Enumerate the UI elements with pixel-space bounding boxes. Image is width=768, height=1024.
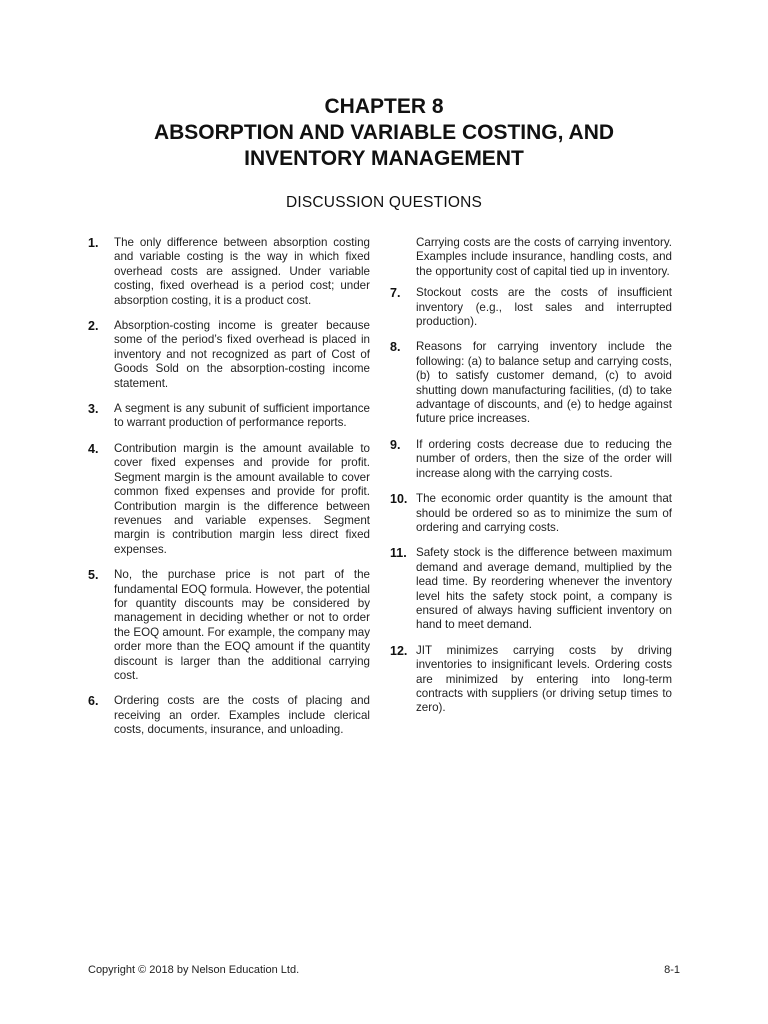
- question-item: [88, 236, 370, 308]
- question-item: [390, 644, 672, 716]
- question-item: [390, 286, 672, 329]
- question-item: [88, 442, 370, 557]
- question-number: 10.: [390, 492, 408, 507]
- question-text: Safety stock is the difference between maximum demand and average demand, multiplied by the lead time. By reordering whenever the inventory level hits the safety stock point, a company is ensured of always having sufficient inventory on hand to meet demand.: [416, 546, 672, 632]
- question-text: Stockout costs are the costs of insufficient inventory (e.g., lost sales and interrupted production).: [416, 286, 672, 329]
- chapter-title-line-1: ABSORPTION AND VARIABLE COSTING, AND: [153, 121, 615, 144]
- question-item: [390, 546, 672, 632]
- question-number: 7.: [390, 286, 401, 301]
- question-text: No, the purchase price is not part of the fundamental EOQ formula. However, the potential for quantity discounts may be considered by management in deciding whether or not to order the EOQ amount. For example, the company may order more than the EOQ amount if the quantity discount is larger than the additional carrying cost.: [114, 568, 370, 682]
- question-number: 1.: [88, 236, 99, 250]
- question-number: 11.: [390, 546, 407, 561]
- question-text: Carrying costs are the costs of carrying inventory. Examples include insurance, handling costs, and the opportunity cost of capital tied up in inventory.: [416, 236, 672, 278]
- question-continuation: [390, 236, 672, 279]
- question-item: [88, 568, 370, 683]
- question-item: [88, 402, 370, 431]
- question-text: Absorption-costing income is greater because some of the period’s fixed overhead is placed in inventory and not recognized as part of Cost of Goods Sold on the absorption-costing income statement.: [114, 319, 370, 390]
- question-text: Contribution margin is the amount available to cover fixed expenses and provide for profit. Segment margin is the amount available to cover common fixed expenses and provide for profit. Contribution margin is the difference between revenues and variable expenses. Segment margin is contribution margin less direct fixed expenses.: [114, 441, 370, 556]
- question-number: 8.: [390, 340, 401, 355]
- question-text: A segment is any subunit of sufficient importance to warrant production of performance reports.: [114, 402, 370, 430]
- question-text: If ordering costs decrease due to reducing the number of orders, then the size of the order will increase along with the carrying costs.: [416, 437, 672, 480]
- left-column: [88, 236, 370, 749]
- question-item: [390, 492, 672, 535]
- question-text: JIT minimizes carrying costs by driving inventories to insignificant levels. Ordering costs are minimized by entering into long-term contracts with suppliers (or driving setup times to zero).: [416, 643, 672, 715]
- question-number: 12.: [390, 643, 408, 658]
- question-text: Reasons for carrying inventory include the following: (a) to balance setup and carrying costs, (b) to satisfy customer demand, (c) to avoid shutting down manufacturing facilities, (d) to take advantage of discounts, and (e) to hedge against future price increases.: [416, 340, 672, 426]
- question-text: Ordering costs are the costs of placing and receiving an order. Examples include clerical costs, documents, insurance, and unloading.: [114, 694, 370, 737]
- page-number: 8-1: [664, 964, 680, 976]
- question-item: [390, 340, 672, 426]
- question-number: 9.: [390, 437, 401, 452]
- question-number: 4.: [88, 441, 99, 456]
- question-number: 3.: [88, 402, 99, 417]
- question-number: 5.: [88, 568, 99, 583]
- chapter-header: [0, 94, 768, 172]
- section-title: DISCUSSION QUESTIONS: [285, 194, 483, 211]
- question-item: [88, 694, 370, 737]
- question-number: 2.: [88, 319, 99, 334]
- chapter-title-line-2: INVENTORY MANAGEMENT: [244, 147, 524, 170]
- question-item: [390, 438, 672, 481]
- question-item: [88, 319, 370, 391]
- question-text: The only difference between absorption costing and variable costing is the way in which fixed overhead costs are assigned. Under variable costing, fixed overhead is a period cost; under absorption costing, it is a product cost.: [114, 236, 370, 307]
- question-number: 6.: [88, 694, 99, 709]
- copyright-text: Copyright © 2018 by Nelson Education Ltd.: [88, 964, 300, 976]
- right-column: [390, 236, 672, 727]
- question-text: The economic order quantity is the amount that should be ordered so as to minimize the sum of ordering and carrying costs.: [416, 492, 672, 534]
- chapter-number: CHAPTER 8: [324, 95, 444, 118]
